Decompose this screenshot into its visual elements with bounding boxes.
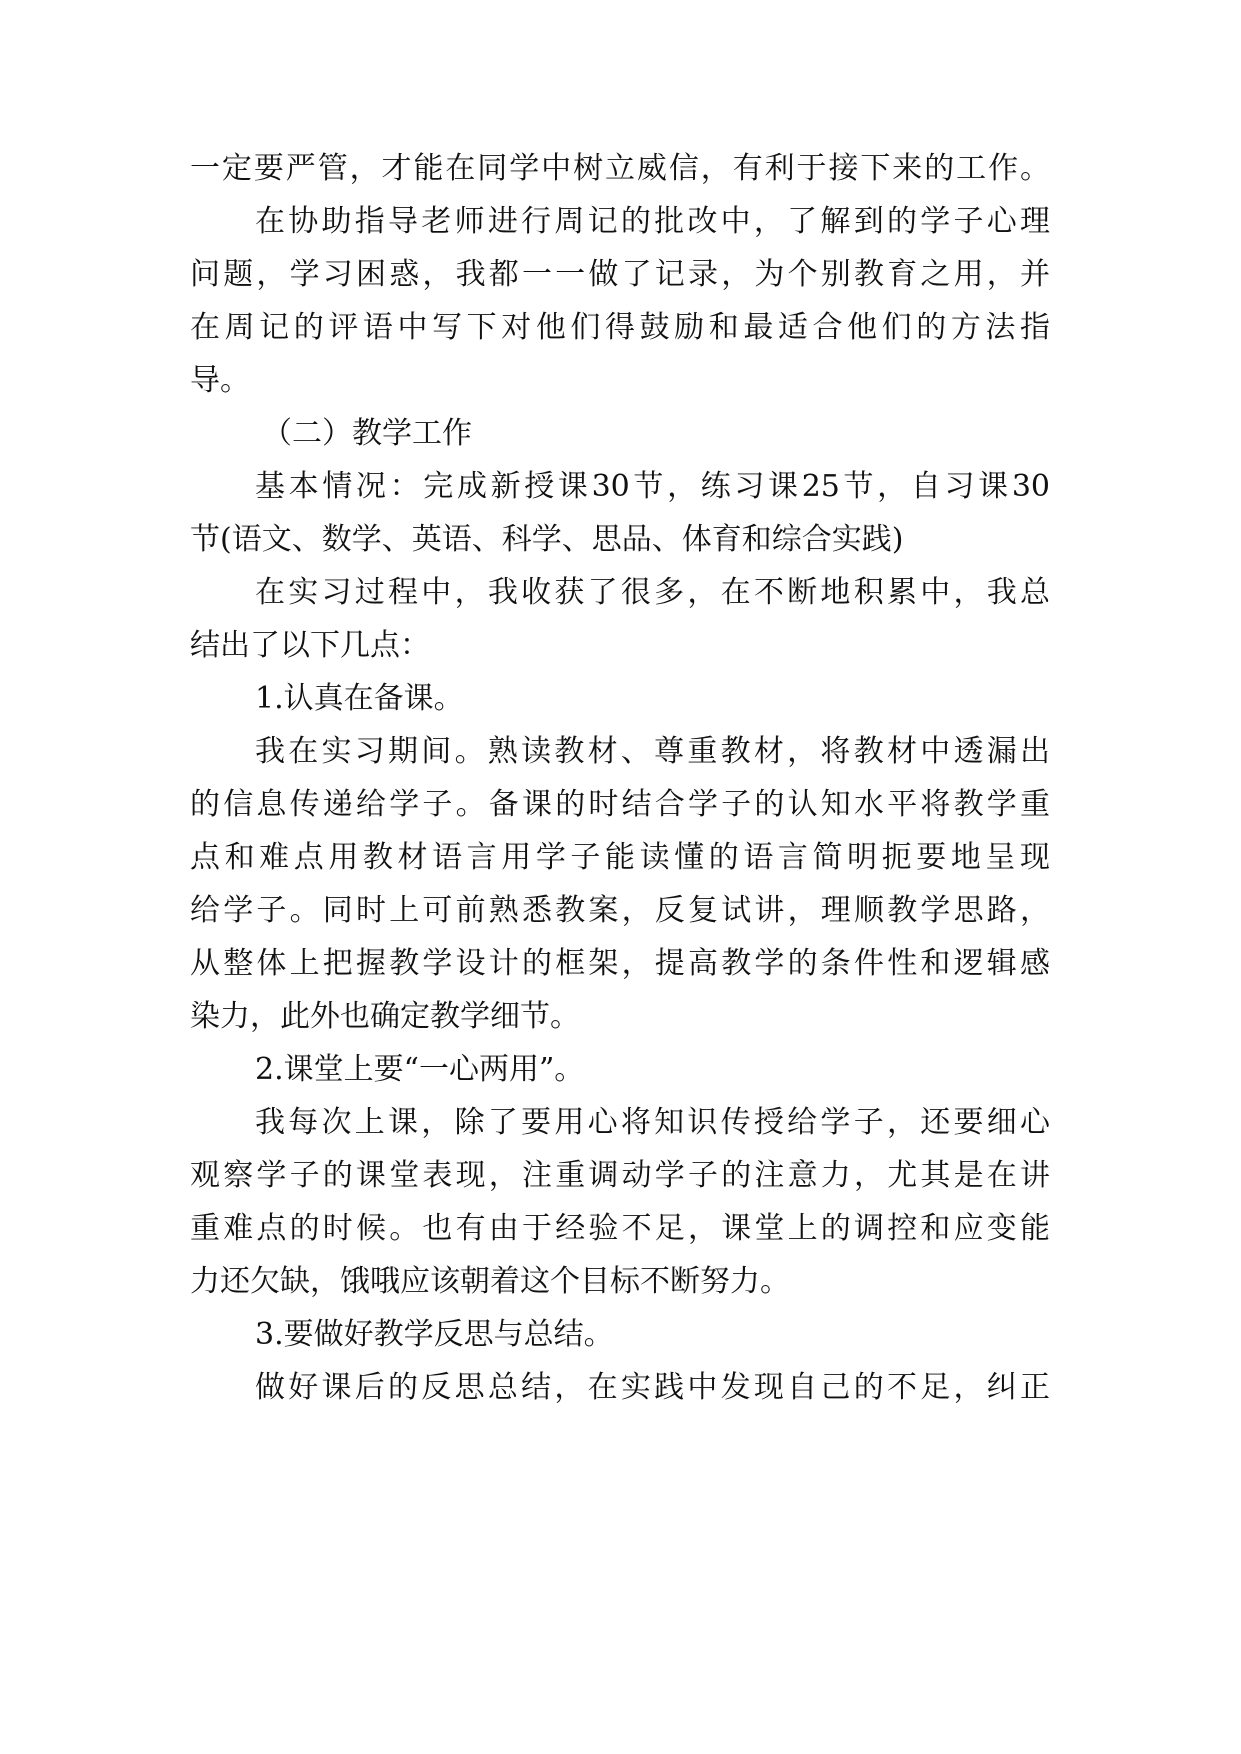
paragraph-line: 力还欠缺，饿哦应该朝着这个目标不断努力。 — [190, 1264, 790, 1299]
list-item-heading: 2.课堂上要“一心两用”。 — [255, 1052, 585, 1087]
paragraph-line: 做好课后的反思总结，在实践中发现自己的不足，纠正 — [255, 1370, 1050, 1405]
paragraph-line: 在实习过程中，我收获了很多，在不断地积累中，我总 — [255, 575, 1050, 610]
paragraph-line: 节(语文、数学、英语、科学、思品、体育和综合实践) — [190, 522, 904, 557]
section-heading: （二）教学工作 — [262, 416, 472, 451]
list-item-heading: 3.要做好教学反思与总结。 — [255, 1317, 614, 1352]
paragraph-line: 染力，此外也确定教学细节。 — [190, 999, 580, 1034]
paragraph-line: 从整体上把握教学设计的框架，提高教学的条件性和逻辑感 — [190, 946, 1050, 981]
list-item-heading: 1.认真在备课。 — [255, 681, 464, 716]
paragraph-line: 观察学子的课堂表现，注重调动学子的注意力，尤其是在讲 — [190, 1158, 1050, 1193]
paragraph-line: 在周记的评语中写下对他们得鼓励和最适合他们的方法指 — [190, 310, 1050, 345]
paragraph-line: 给学子。同时上可前熟悉教案，反复试讲，理顺教学思路， — [190, 893, 1050, 928]
paragraph-line: 基本情况：完成新授课30节，练习课25节，自习课30 — [255, 469, 1050, 504]
paragraph-line: 我在实习期间。熟读教材、尊重教材，将教材中透漏出 — [255, 734, 1050, 769]
paragraph-line: 在协助指导老师进行周记的批改中，了解到的学子心理 — [255, 204, 1050, 239]
paragraph-line: 结出了以下几点： — [190, 628, 430, 663]
paragraph-line: 的信息传递给学子。备课的时结合学子的认知水平将教学重 — [190, 787, 1050, 822]
paragraph-line: 一定要严管，才能在同学中树立威信，有利于接下来的工作。 — [190, 151, 1050, 186]
paragraph-line: 问题，学习困惑，我都一一做了记录，为个别教育之用，并 — [190, 257, 1050, 292]
paragraph-line: 我每次上课，除了要用心将知识传授给学子，还要细心 — [255, 1105, 1050, 1140]
paragraph-line: 重难点的时候。也有由于经验不足，课堂上的调控和应变能 — [190, 1211, 1050, 1246]
paragraph-line: 点和难点用教材语言用学子能读懂的语言简明扼要地呈现 — [190, 840, 1050, 875]
paragraph-line: 导。 — [190, 363, 250, 398]
